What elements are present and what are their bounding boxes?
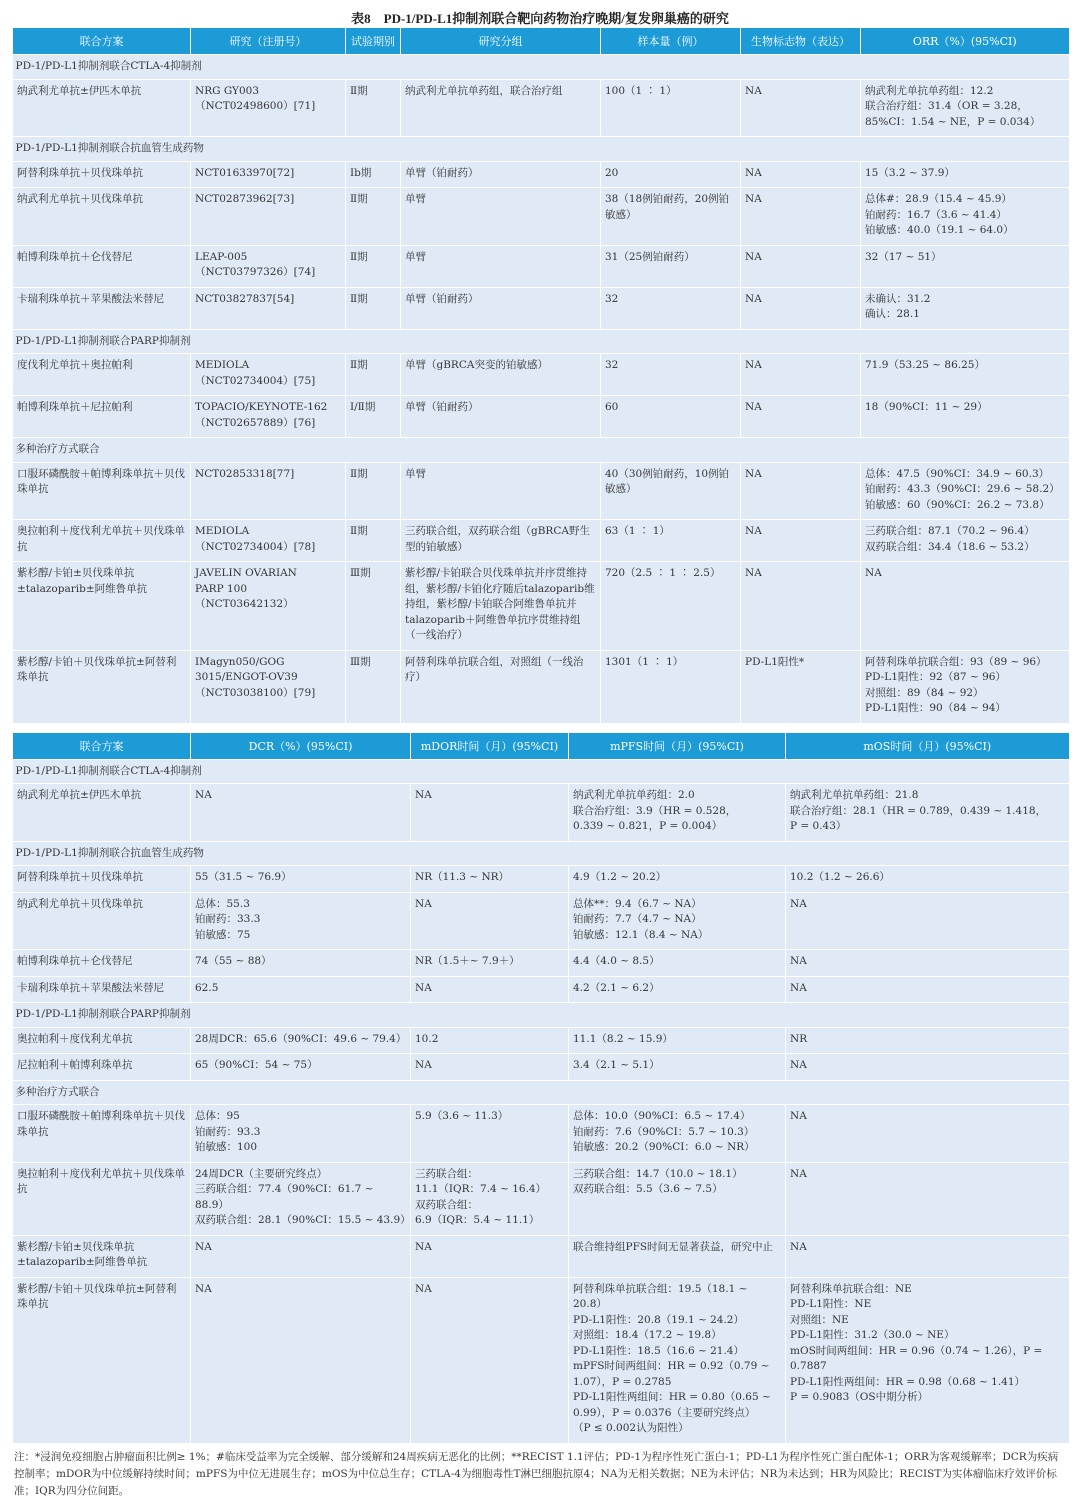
table-row (13, 866, 1069, 893)
table-row (13, 1105, 1069, 1163)
table-cell: TOPACIO/KEYNOTE-162 （NCT02657889）[76] (191, 396, 346, 438)
table-cell: NRG GY003 （NCT02498600）[71] (191, 79, 346, 137)
table-cell: 10.2（1.2 ~ 26.6） (786, 866, 1069, 893)
table-row (13, 161, 1069, 188)
table-cell: 奥拉帕利＋度伐利尤单抗＋贝伐珠单抗 (13, 520, 191, 562)
table-cell: 720（2.5 ∶ 1 ∶ 2.5） (601, 562, 741, 651)
table-row (13, 650, 1069, 723)
table-cell: 65（90%CI：54 ~ 75） (191, 1054, 411, 1081)
table-cell: Ⅰ/Ⅱ期 (346, 396, 401, 438)
table-cell: NA (191, 1235, 411, 1277)
table-cell: 24周DCR（主要研究终点） 三药联合组：77.4（90%CI：61.7 ~ 88.9） 双药联合组：28.1（90%CI：15.5 ~ 43.9） (191, 1162, 411, 1235)
table-cell: 三药联合组：87.1（70.2 ~ 96.4） 双药联合组：34.4（18.6 ~ 53.2） (861, 520, 1069, 562)
table-cell: 三药联合组，双药联合组（gBRCA野生型的铂敏感） (401, 520, 601, 562)
table-cell: 10.2 (411, 1027, 569, 1054)
section-row (13, 1003, 1069, 1028)
table-cell: 阿替利珠单抗联合组，对照组（一线治疗） (401, 650, 601, 723)
section-row (13, 759, 1069, 784)
column-header: mDOR时间（月）(95%CI) (411, 733, 569, 760)
table-cell: 三药联合组： 11.1（IQR：7.4 ~ 16.4） 双药联合组： 6.9（IQR：5.4 ~ 11.1） (411, 1162, 569, 1235)
table-cell: NA (786, 1105, 1069, 1163)
table-cell: 60 (601, 396, 741, 438)
table-cell: NA (741, 188, 861, 246)
table-cell: 帕博利珠单抗＋仑伐替尼 (13, 950, 191, 977)
table-cell: 单臂（铂耐药） (401, 161, 601, 188)
table-cell: NA (741, 245, 861, 287)
table-row (13, 1162, 1069, 1235)
table-cell: Ⅱ期 (346, 462, 401, 520)
table-cell: 紫杉醇/卡铂±贝伐珠单抗±talazoparib±阿维鲁单抗 (13, 562, 191, 651)
table-cell: NCT01633970[72] (191, 161, 346, 188)
table-row (13, 562, 1069, 651)
section-row (13, 438, 1069, 463)
table-cell: 63（1 ∶ 1） (601, 520, 741, 562)
table-cell: 4.9（1.2 ~ 20.2） (569, 866, 786, 893)
table-cell: 单臂（铂耐药） (401, 396, 601, 438)
table-cell: NA (786, 892, 1069, 950)
table-cell: NA (786, 950, 1069, 977)
table-cell: 三药联合组：14.7（10.0 ~ 18.1） 双药联合组：5.5（3.6 ~ 7.5） (569, 1162, 786, 1235)
table-row (13, 1027, 1069, 1054)
table-cell: Ⅱ期 (346, 79, 401, 137)
section-label: PD-1/PD-L1抑制剂联合CTLA-4抑制剂 (13, 759, 1069, 784)
table-cell: 5.9（3.6 ~ 11.3） (411, 1105, 569, 1163)
table-cell: NCT02853318[77] (191, 462, 346, 520)
table-row (13, 462, 1069, 520)
table-row (13, 188, 1069, 246)
section-label: PD-1/PD-L1抑制剂联合CTLA-4抑制剂 (13, 55, 1069, 80)
table-cell: NA (411, 784, 569, 842)
table-cell: 度伐利尤单抗＋奥拉帕利 (13, 354, 191, 396)
column-header: 试验期别 (346, 28, 401, 55)
table-cell: Ⅱ期 (346, 520, 401, 562)
table-row (13, 245, 1069, 287)
table-cell: 单臂（gBRCA突变的铂敏感） (401, 354, 601, 396)
table-cell: 未确认：31.2 确认：28.1 (861, 287, 1069, 329)
table-cell: NA (741, 79, 861, 137)
table-cell: 32（17 ~ 51） (861, 245, 1069, 287)
table-cell: IMagyn050/GOG 3015/ENGOT-OV39 （NCT03038100）[79] (191, 650, 346, 723)
table-cell: NA (191, 1277, 411, 1443)
table-cell: 紫杉醇/卡铂＋贝伐珠单抗±阿替利珠单抗 (13, 1277, 191, 1443)
table-cell: Ⅰb期 (346, 161, 401, 188)
column-header: 研究分组 (401, 28, 601, 55)
table-cell: NA (741, 562, 861, 651)
table-cell: 紫杉醇/卡铂±贝伐珠单抗±talazoparib±阿维鲁单抗 (13, 1235, 191, 1277)
table-cell: 纳武利尤单抗单药组：12.2 联合治疗组：31.4（OR = 3.28， 85%CI：1.54 ~ NE，P = 0.034） (861, 79, 1069, 137)
table-cell: 31（25例铂耐药） (601, 245, 741, 287)
table-cell: NA (786, 1054, 1069, 1081)
table-cell: NR (786, 1027, 1069, 1054)
table-title: 表8 PD-1/PD-L1抑制剂联合靶向药物治疗晚期/复发卵巢癌的研究 (351, 11, 729, 26)
table-cell: NA (411, 892, 569, 950)
table-cell: 71.9（53.25 ~ 86.25） (861, 354, 1069, 396)
table-cell: 纳武利尤单抗±伊匹木单抗 (13, 79, 191, 137)
table-row (13, 79, 1069, 137)
table-cell: 3.4（2.1 ~ 5.1） (569, 1054, 786, 1081)
table-cell: 4.4（4.0 ~ 8.5） (569, 950, 786, 977)
table-cell: JAVELIN OVARIAN PARP 100 （NCT03642132） (191, 562, 346, 651)
table-cell: 20 (601, 161, 741, 188)
table-cell: 帕博利珠单抗＋尼拉帕利 (13, 396, 191, 438)
section-row (13, 137, 1069, 162)
table-cell: MEDIOLA （NCT02734004）[78] (191, 520, 346, 562)
table-cell: 18（90%CI：11 ~ 29） (861, 396, 1069, 438)
table-row (13, 1054, 1069, 1081)
table-cell: NR（11.3 ~ NR） (411, 866, 569, 893)
table-cell: NA (741, 462, 861, 520)
table-row (13, 396, 1069, 438)
table-cell: 38（18例铂耐药，20例铂敏感） (601, 188, 741, 246)
table-row (13, 520, 1069, 562)
table-cell: 奥拉帕利＋度伐利尤单抗＋贝伐珠单抗 (13, 1162, 191, 1235)
section-label: PD-1/PD-L1抑制剂联合PARP抑制剂 (13, 1003, 1069, 1028)
table-cell: NA (411, 1277, 569, 1443)
section-row (13, 329, 1069, 354)
table-cell: 纳武利尤单抗＋贝伐珠单抗 (13, 892, 191, 950)
table-cell: 紫杉醇/卡铂联合贝伐珠单抗并序贯维持组，紫杉醇/卡铂化疗随后talazoparib维持组，紫杉醇/卡铂联合阿维鲁单抗并talazoparib＋阿维鲁单抗序贯维持组（一线治疗） (401, 562, 601, 651)
table-cell: NA (191, 784, 411, 842)
table-cell: NA (741, 354, 861, 396)
table-cell: Ⅱ期 (346, 245, 401, 287)
table-cell: 联合维持组PFS时间无显著获益，研究中止 (569, 1235, 786, 1277)
table-cell: NA (411, 1054, 569, 1081)
table-cell: 帕博利珠单抗＋仑伐替尼 (13, 245, 191, 287)
table-row (13, 784, 1069, 842)
table-cell: PD-L1阳性* (741, 650, 861, 723)
table-cell: 1301（1 ∶ 1） (601, 650, 741, 723)
table-cell: 单臂 (401, 245, 601, 287)
table-cell: NCT03827837[54] (191, 287, 346, 329)
table-cell: 32 (601, 354, 741, 396)
table-cell: 总体：55.3 铂耐药：33.3 铂敏感：75 (191, 892, 411, 950)
table-row (13, 1277, 1069, 1443)
table-cell: 28周DCR：65.6（90%CI：49.6 ~ 79.4） (191, 1027, 411, 1054)
table-cell: 总体：47.5（90%CI：34.9 ~ 60.3） 铂耐药：43.3（90%CI：29.6 ~ 58.2） 铂敏感：60（90%CI：26.2 ~ 73.8） (861, 462, 1069, 520)
section-row (13, 841, 1069, 866)
table-cell: NR（1.5＋~ 7.9＋） (411, 950, 569, 977)
table-orr (12, 28, 1069, 723)
table-cell: 纳武利尤单抗单药组，联合治疗组 (401, 79, 601, 137)
table-cell: LEAP-005 （NCT03797326）[74] (191, 245, 346, 287)
table-cell: 4.2（2.1 ~ 6.2） (569, 976, 786, 1003)
table-cell: 口服环磷酰胺＋帕博利珠单抗＋贝伐珠单抗 (13, 1105, 191, 1163)
table-cell: 总体：95 铂耐药：93.3 铂敏感：100 (191, 1105, 411, 1163)
table-cell: 总体#：28.9（15.4 ~ 45.9） 铂耐药：16.7（3.6 ~ 41.4） 铂敏感：40.0（19.1 ~ 64.0） (861, 188, 1069, 246)
table-row (13, 287, 1069, 329)
table-cell: 单臂 (401, 462, 601, 520)
table-cell: 74（55 ~ 88） (191, 950, 411, 977)
table-cell: 卡瑞利珠单抗＋苹果酸法米替尼 (13, 976, 191, 1003)
section-label: PD-1/PD-L1抑制剂联合抗血管生成药物 (13, 841, 1069, 866)
table-cell: 总体**：9.4（6.7 ~ NA） 铂耐药：7.7（4.7 ~ NA） 铂敏感：12.1（8.4 ~ NA） (569, 892, 786, 950)
table-cell: 40（30例铂耐药，10例铂敏感） (601, 462, 741, 520)
column-header: DCR（%）(95%CI) (191, 733, 411, 760)
table-cell: 32 (601, 287, 741, 329)
table-cell: NA (861, 562, 1069, 651)
table-cell: 口服环磷酰胺＋帕博利珠单抗＋贝伐珠单抗 (13, 462, 191, 520)
footnote: 注：*浸润免疫细胞占肿瘤面积比例≥ 1%；#临床受益率为完全缓解、部分缓解和24周疾病无恶化的比例；**RECIST 1.1评估；PD-1为程序性死亡蛋白-1；PD-L1为程序性死亡蛋白配体-1；ORR为客观缓解率；DCR为疾病控制率；mDOR为中位缓解持续时间；mPFS为中位无进展生存；mOS为中位总生存；CTLA-4为细胞毒性T淋巴细胞抗原4；NA为无相关数据；NE为未评估；NR为未达到；HR为风险比；RECIST为实体瘤临床疗效评价标准；IQR为四分位间距。 (14, 1450, 1059, 1497)
table-cell: 卡瑞利珠单抗＋苹果酸法米替尼 (13, 287, 191, 329)
table-row (13, 892, 1069, 950)
table-cell: 阿替利珠单抗＋贝伐珠单抗 (13, 866, 191, 893)
table-cell: 纳武利尤单抗＋贝伐珠单抗 (13, 188, 191, 246)
table-cell: 100（1 ∶ 1） (601, 79, 741, 137)
table-cell: 阿替利珠单抗＋贝伐珠单抗 (13, 161, 191, 188)
table-cell: NCT02873962[73] (191, 188, 346, 246)
table-cell: 纳武利尤单抗单药组：21.8 联合治疗组：28.1（HR = 0.789，0.439 ~ 1.418， P = 0.43） (786, 784, 1069, 842)
table-cell: NA (786, 1162, 1069, 1235)
table-cell: 11.1（8.2 ~ 15.9） (569, 1027, 786, 1054)
table-cell: NA (786, 1235, 1069, 1277)
table-cell: NA (786, 976, 1069, 1003)
table-cell: Ⅲ期 (346, 562, 401, 651)
column-header: mPFS时间（月）(95%CI) (569, 733, 786, 760)
table-cell: 单臂（铂耐药） (401, 287, 601, 329)
section-label: 多种治疗方式联合 (13, 438, 1069, 463)
table-cell: 紫杉醇/卡铂＋贝伐珠单抗±阿替利珠单抗 (13, 650, 191, 723)
table-cell: 阿替利珠单抗联合组：19.5（18.1 ~ 20.8） PD-L1阳性：20.8（19.1 ~ 24.2） 对照组：18.4（17.2 ~ 19.8） PD-L1阳性：18.5（16.6 ~ 21.4） mPFS时间两组间：HR = 0.92（0.79 ~ 1.07），P = 0.2785 PD-L1阳性两组间：HR = 0.80（0.65 ~ 0.99），P = 0.0376（主要研究终点） （P ≤ 0.002认为阳性） (569, 1277, 786, 1443)
section-label: PD-1/PD-L1抑制剂联合抗血管生成药物 (13, 137, 1069, 162)
section-label: 多种治疗方式联合 (13, 1080, 1069, 1105)
table-cell: NA (741, 396, 861, 438)
table-cell: Ⅱ期 (346, 188, 401, 246)
column-header: 联合方案 (13, 28, 191, 55)
table-cell: NA (741, 287, 861, 329)
column-header: 研究（注册号） (191, 28, 346, 55)
table-cell: 纳武利尤单抗单药组：2.0 联合治疗组：3.9（HR = 0.528， 0.339 ~ 0.821，P = 0.004） (569, 784, 786, 842)
section-row (13, 1080, 1069, 1105)
column-header: 生物标志物（表达） (741, 28, 861, 55)
table-cell: NA (741, 161, 861, 188)
table-row (13, 950, 1069, 977)
table-survival (12, 733, 1069, 1443)
table-cell: 15（3.2 ~ 37.9） (861, 161, 1069, 188)
table-cell: 单臂 (401, 188, 601, 246)
section-row (13, 55, 1069, 80)
table-cell: Ⅲ期 (346, 650, 401, 723)
section-label: PD-1/PD-L1抑制剂联合PARP抑制剂 (13, 329, 1069, 354)
table-row (13, 354, 1069, 396)
table-cell: 奥拉帕利＋度伐利尤单抗 (13, 1027, 191, 1054)
table-cell: 62.5 (191, 976, 411, 1003)
table-cell: NA (741, 520, 861, 562)
table-row (13, 976, 1069, 1003)
table-cell: 尼拉帕利＋帕博利珠单抗 (13, 1054, 191, 1081)
column-header: ORR（%）(95%CI) (861, 28, 1069, 55)
table-cell: Ⅱ期 (346, 287, 401, 329)
column-header: 联合方案 (13, 733, 191, 760)
column-header: mOS时间（月）(95%CI) (786, 733, 1069, 760)
table-cell: 阿替利珠单抗联合组：93（89 ~ 96） PD-L1阳性：92（87 ~ 96） 对照组：89（84 ~ 92） PD-L1阳性：90（84 ~ 94） (861, 650, 1069, 723)
table-cell: 总体：10.0（90%CI：6.5 ~ 17.4） 铂耐药：7.6（90%CI：5.7 ~ 10.3） 铂敏感：20.2（90%CI：6.0 ~ NR） (569, 1105, 786, 1163)
table-cell: 纳武利尤单抗±伊匹木单抗 (13, 784, 191, 842)
table-cell: Ⅱ期 (346, 354, 401, 396)
table-row (13, 1235, 1069, 1277)
table-cell: 阿替利珠单抗联合组：NE PD-L1阳性：NE 对照组：NE PD-L1阳性：31.2（30.0 ~ NE） mOS时间两组间：HR = 0.96（0.74 ~ 1.26），P = 0.7887 PD-L1阳性两组间：HR = 0.98（0.68 ~ 1.41） P = 0.9083（OS中期分析） (786, 1277, 1069, 1443)
column-header: 样本量（例） (601, 28, 741, 55)
table-cell: NA (411, 976, 569, 1003)
table-cell: NA (411, 1235, 569, 1277)
table-cell: 55（31.5 ~ 76.9） (191, 866, 411, 893)
table-cell: MEDIOLA （NCT02734004）[75] (191, 354, 346, 396)
